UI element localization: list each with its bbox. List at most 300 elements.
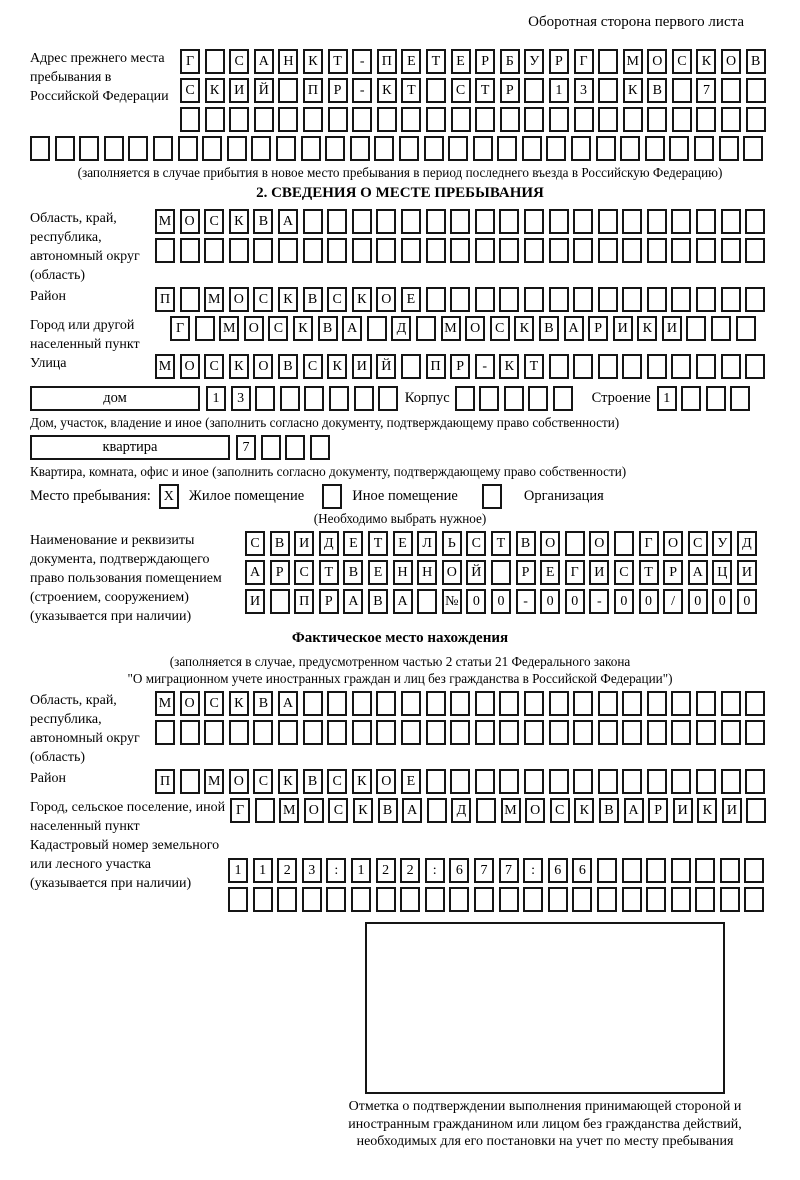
char-cell[interactable] (721, 287, 741, 312)
char-cell[interactable] (745, 287, 765, 312)
char-cell[interactable]: Б (500, 49, 520, 74)
char-cell[interactable]: Н (417, 560, 437, 585)
char-cell[interactable]: В (368, 589, 388, 614)
char-cell[interactable] (476, 798, 496, 823)
char-cell[interactable] (744, 887, 764, 912)
char-cell[interactable] (646, 887, 666, 912)
char-cell[interactable] (499, 238, 519, 263)
char-cell[interactable] (596, 136, 616, 161)
char-cell[interactable] (622, 769, 642, 794)
char-cell[interactable]: К (229, 354, 249, 379)
char-cell[interactable] (573, 769, 593, 794)
char-cell[interactable] (524, 107, 544, 132)
char-cell[interactable] (721, 720, 741, 745)
char-cell[interactable]: О (180, 691, 200, 716)
char-cell[interactable] (228, 887, 248, 912)
char-cell[interactable]: А (564, 316, 584, 341)
char-cell[interactable] (426, 691, 446, 716)
char-cell[interactable]: 3 (231, 386, 251, 411)
char-cell[interactable]: 0 (540, 589, 560, 614)
char-cell[interactable]: Е (401, 769, 421, 794)
char-cell[interactable] (598, 238, 618, 263)
char-cell[interactable]: Н (393, 560, 413, 585)
char-cell[interactable] (524, 720, 544, 745)
char-cell[interactable]: К (327, 354, 347, 379)
char-cell[interactable]: И (722, 798, 742, 823)
char-cell[interactable] (303, 720, 323, 745)
char-cell[interactable] (227, 136, 247, 161)
char-cell[interactable]: С (253, 769, 273, 794)
char-cell[interactable] (153, 136, 173, 161)
char-cell[interactable]: П (377, 49, 397, 74)
char-cell[interactable] (598, 49, 618, 74)
char-cell[interactable]: А (245, 560, 265, 585)
char-cell[interactable] (686, 316, 706, 341)
char-cell[interactable] (721, 209, 741, 234)
char-cell[interactable]: С (253, 287, 273, 312)
char-cell[interactable] (327, 720, 347, 745)
char-cell[interactable] (229, 238, 249, 263)
char-cell[interactable]: Й (466, 560, 486, 585)
char-cell[interactable] (204, 720, 224, 745)
char-cell[interactable]: Т (524, 354, 544, 379)
char-cell[interactable] (598, 769, 618, 794)
char-cell[interactable] (310, 435, 330, 460)
char-cell[interactable]: Е (343, 531, 363, 556)
char-cell[interactable]: У (712, 531, 732, 556)
char-cell[interactable]: С (490, 316, 510, 341)
char-cell[interactable] (426, 238, 446, 263)
char-cell[interactable] (278, 107, 298, 132)
char-cell[interactable]: О (304, 798, 324, 823)
char-cell[interactable] (573, 354, 593, 379)
char-cell[interactable]: В (278, 354, 298, 379)
char-cell[interactable]: 0 (639, 589, 659, 614)
char-cell[interactable]: С (268, 316, 288, 341)
char-cell[interactable] (647, 107, 667, 132)
char-cell[interactable]: 7 (499, 858, 519, 883)
char-cell[interactable]: С (672, 49, 692, 74)
char-cell[interactable]: 1 (351, 858, 371, 883)
char-cell[interactable] (427, 798, 447, 823)
char-cell[interactable] (425, 887, 445, 912)
char-cell[interactable] (475, 691, 495, 716)
char-cell[interactable] (721, 107, 741, 132)
char-cell[interactable]: П (155, 769, 175, 794)
char-cell[interactable]: Д (737, 531, 757, 556)
char-cell[interactable]: В (303, 287, 323, 312)
char-cell[interactable] (376, 209, 396, 234)
char-cell[interactable] (426, 209, 446, 234)
char-cell[interactable]: О (540, 531, 560, 556)
char-cell[interactable]: 7 (474, 858, 494, 883)
char-cell[interactable]: К (205, 78, 225, 103)
char-cell[interactable] (720, 858, 740, 883)
char-cell[interactable] (302, 887, 322, 912)
char-cell[interactable] (706, 386, 726, 411)
char-cell[interactable]: Р (475, 49, 495, 74)
char-cell[interactable] (597, 887, 617, 912)
char-cell[interactable]: О (663, 531, 683, 556)
char-cell[interactable]: С (204, 209, 224, 234)
char-cell[interactable] (399, 136, 419, 161)
char-cell[interactable]: О (442, 560, 462, 585)
char-cell[interactable] (645, 136, 665, 161)
char-cell[interactable] (736, 316, 756, 341)
char-cell[interactable] (104, 136, 124, 161)
char-cell[interactable]: П (155, 287, 175, 312)
char-cell[interactable]: О (244, 316, 264, 341)
char-cell[interactable] (565, 531, 585, 556)
char-cell[interactable] (450, 769, 470, 794)
char-cell[interactable]: : (425, 858, 445, 883)
char-cell[interactable] (746, 107, 766, 132)
char-cell[interactable]: 3 (574, 78, 594, 103)
char-cell[interactable] (276, 136, 296, 161)
char-cell[interactable]: В (647, 78, 667, 103)
char-cell[interactable]: К (574, 798, 594, 823)
char-cell[interactable] (285, 435, 305, 460)
char-cell[interactable]: С (466, 531, 486, 556)
char-cell[interactable] (455, 386, 475, 411)
char-cell[interactable]: К (696, 49, 716, 74)
char-cell[interactable]: Е (401, 287, 421, 312)
char-cell[interactable] (622, 720, 642, 745)
char-cell[interactable] (553, 386, 573, 411)
char-cell[interactable]: 6 (548, 858, 568, 883)
char-cell[interactable] (327, 209, 347, 234)
char-cell[interactable] (229, 107, 249, 132)
char-cell[interactable]: Т (368, 531, 388, 556)
char-cell[interactable] (30, 136, 50, 161)
char-cell[interactable]: С (204, 691, 224, 716)
char-cell[interactable]: П (303, 78, 323, 103)
char-cell[interactable]: И (613, 316, 633, 341)
char-cell[interactable] (350, 136, 370, 161)
char-cell[interactable] (376, 238, 396, 263)
char-cell[interactable]: К (278, 287, 298, 312)
char-cell[interactable]: : (523, 858, 543, 883)
char-cell[interactable] (696, 769, 716, 794)
char-cell[interactable]: К (697, 798, 717, 823)
char-cell[interactable]: Р (516, 560, 536, 585)
char-cell[interactable] (303, 209, 323, 234)
char-cell[interactable]: Р (500, 78, 520, 103)
char-cell[interactable] (475, 720, 495, 745)
char-cell[interactable] (354, 386, 374, 411)
char-cell[interactable] (743, 136, 763, 161)
char-cell[interactable] (622, 354, 642, 379)
char-cell[interactable]: В (318, 316, 338, 341)
char-cell[interactable] (261, 435, 281, 460)
char-cell[interactable] (280, 386, 300, 411)
char-cell[interactable]: С (245, 531, 265, 556)
char-cell[interactable]: Р (450, 354, 470, 379)
char-cell[interactable] (475, 107, 495, 132)
char-cell[interactable] (549, 238, 569, 263)
char-cell[interactable] (278, 78, 298, 103)
char-cell[interactable] (620, 136, 640, 161)
char-cell[interactable]: Г (230, 798, 250, 823)
char-cell[interactable] (426, 720, 446, 745)
char-cell[interactable] (528, 386, 548, 411)
char-cell[interactable]: Е (451, 49, 471, 74)
char-cell[interactable]: 7 (236, 435, 256, 460)
char-cell[interactable] (598, 354, 618, 379)
char-cell[interactable]: С (614, 560, 634, 585)
char-cell[interactable] (377, 107, 397, 132)
char-cell[interactable]: С (229, 49, 249, 74)
char-cell[interactable]: Т (426, 49, 446, 74)
char-cell[interactable] (499, 209, 519, 234)
char-cell[interactable]: 1 (253, 858, 273, 883)
char-cell[interactable] (55, 136, 75, 161)
char-cell[interactable]: У (524, 49, 544, 74)
char-cell[interactable] (417, 589, 437, 614)
char-cell[interactable] (623, 107, 643, 132)
char-cell[interactable]: С (327, 287, 347, 312)
char-cell[interactable] (622, 287, 642, 312)
char-cell[interactable] (278, 238, 298, 263)
char-cell[interactable] (696, 238, 716, 263)
char-cell[interactable]: : (326, 858, 346, 883)
char-cell[interactable]: 0 (712, 589, 732, 614)
char-cell[interactable]: П (294, 589, 314, 614)
char-cell[interactable] (745, 238, 765, 263)
char-cell[interactable] (277, 887, 297, 912)
char-cell[interactable] (304, 386, 324, 411)
char-cell[interactable] (352, 238, 372, 263)
char-cell[interactable] (681, 386, 701, 411)
char-cell[interactable] (696, 354, 716, 379)
char-cell[interactable] (671, 209, 691, 234)
char-cell[interactable]: Р (319, 589, 339, 614)
char-cell[interactable]: К (514, 316, 534, 341)
char-cell[interactable] (646, 858, 666, 883)
char-cell[interactable]: О (229, 287, 249, 312)
char-cell[interactable]: Л (417, 531, 437, 556)
char-cell[interactable] (730, 386, 750, 411)
char-cell[interactable] (672, 107, 692, 132)
char-cell[interactable] (450, 209, 470, 234)
char-cell[interactable] (671, 887, 691, 912)
char-cell[interactable]: В (253, 209, 273, 234)
char-cell[interactable] (671, 720, 691, 745)
char-cell[interactable]: 0 (614, 589, 634, 614)
char-cell[interactable] (598, 691, 618, 716)
char-cell[interactable] (622, 858, 642, 883)
char-cell[interactable] (746, 798, 766, 823)
char-cell[interactable] (573, 287, 593, 312)
char-cell[interactable] (450, 720, 470, 745)
char-cell[interactable]: С (327, 769, 347, 794)
char-cell[interactable] (195, 316, 215, 341)
char-cell[interactable]: И (662, 316, 682, 341)
char-cell[interactable]: С (180, 78, 200, 103)
char-cell[interactable] (475, 769, 495, 794)
checkbox-residential[interactable]: X (159, 484, 179, 509)
char-cell[interactable]: 2 (376, 858, 396, 883)
char-cell[interactable] (475, 287, 495, 312)
char-cell[interactable] (499, 287, 519, 312)
char-cell[interactable] (303, 691, 323, 716)
char-cell[interactable] (255, 798, 275, 823)
char-cell[interactable] (671, 691, 691, 716)
char-cell[interactable] (475, 209, 495, 234)
char-cell[interactable] (549, 769, 569, 794)
char-cell[interactable]: С (550, 798, 570, 823)
char-cell[interactable] (745, 354, 765, 379)
char-cell[interactable] (524, 209, 544, 234)
char-cell[interactable] (254, 107, 274, 132)
char-cell[interactable] (180, 287, 200, 312)
char-cell[interactable] (745, 209, 765, 234)
char-cell[interactable] (549, 209, 569, 234)
char-cell[interactable]: - (516, 589, 536, 614)
char-cell[interactable] (598, 107, 618, 132)
char-cell[interactable]: И (352, 354, 372, 379)
char-cell[interactable] (352, 209, 372, 234)
char-cell[interactable]: Е (368, 560, 388, 585)
char-cell[interactable] (255, 386, 275, 411)
char-cell[interactable]: 1 (657, 386, 677, 411)
char-cell[interactable] (647, 720, 667, 745)
char-cell[interactable] (549, 354, 569, 379)
char-cell[interactable]: А (624, 798, 644, 823)
char-cell[interactable] (401, 209, 421, 234)
char-cell[interactable] (491, 560, 511, 585)
char-cell[interactable] (546, 136, 566, 161)
char-cell[interactable]: К (352, 287, 372, 312)
char-cell[interactable] (719, 136, 739, 161)
char-cell[interactable] (327, 691, 347, 716)
char-cell[interactable]: М (501, 798, 521, 823)
char-cell[interactable] (352, 691, 372, 716)
char-cell[interactable] (473, 136, 493, 161)
char-cell[interactable] (744, 858, 764, 883)
char-cell[interactable] (573, 720, 593, 745)
char-cell[interactable]: 6 (449, 858, 469, 883)
char-cell[interactable]: Д (319, 531, 339, 556)
char-cell[interactable]: В (599, 798, 619, 823)
char-cell[interactable] (424, 136, 444, 161)
char-cell[interactable] (128, 136, 148, 161)
char-cell[interactable] (696, 107, 716, 132)
char-cell[interactable]: Т (491, 531, 511, 556)
char-cell[interactable]: К (499, 354, 519, 379)
char-cell[interactable] (696, 720, 716, 745)
char-cell[interactable]: Й (254, 78, 274, 103)
char-cell[interactable]: М (623, 49, 643, 74)
char-cell[interactable]: С (303, 354, 323, 379)
char-cell[interactable]: А (278, 691, 298, 716)
char-cell[interactable]: Е (540, 560, 560, 585)
char-cell[interactable]: С (451, 78, 471, 103)
char-cell[interactable]: В (539, 316, 559, 341)
char-cell[interactable] (329, 386, 349, 411)
char-cell[interactable]: К (229, 691, 249, 716)
char-cell[interactable]: 1 (206, 386, 226, 411)
char-cell[interactable]: - (475, 354, 495, 379)
char-cell[interactable] (647, 238, 667, 263)
char-cell[interactable]: 2 (400, 858, 420, 883)
char-cell[interactable] (426, 78, 446, 103)
char-cell[interactable] (352, 107, 372, 132)
char-cell[interactable]: О (465, 316, 485, 341)
char-cell[interactable]: С (328, 798, 348, 823)
char-cell[interactable] (571, 136, 591, 161)
char-cell[interactable] (721, 769, 741, 794)
char-cell[interactable]: Р (588, 316, 608, 341)
char-cell[interactable] (499, 720, 519, 745)
char-cell[interactable] (622, 691, 642, 716)
char-cell[interactable] (671, 858, 691, 883)
char-cell[interactable]: 0 (491, 589, 511, 614)
char-cell[interactable]: Е (401, 49, 421, 74)
char-cell[interactable] (374, 136, 394, 161)
char-cell[interactable]: Т (639, 560, 659, 585)
char-cell[interactable] (426, 769, 446, 794)
char-cell[interactable] (500, 107, 520, 132)
char-cell[interactable] (721, 354, 741, 379)
char-cell[interactable] (524, 287, 544, 312)
char-cell[interactable] (711, 316, 731, 341)
char-cell[interactable] (450, 238, 470, 263)
char-cell[interactable]: Е (393, 531, 413, 556)
char-cell[interactable] (474, 887, 494, 912)
char-cell[interactable]: К (229, 209, 249, 234)
char-cell[interactable] (376, 720, 396, 745)
char-cell[interactable] (598, 720, 618, 745)
char-cell[interactable] (278, 720, 298, 745)
char-cell[interactable]: Г (565, 560, 585, 585)
char-cell[interactable] (745, 691, 765, 716)
char-cell[interactable]: М (155, 691, 175, 716)
char-cell[interactable] (696, 691, 716, 716)
char-cell[interactable]: 1 (549, 78, 569, 103)
char-cell[interactable]: М (204, 769, 224, 794)
char-cell[interactable] (376, 691, 396, 716)
char-cell[interactable] (721, 691, 741, 716)
char-cell[interactable]: А (402, 798, 422, 823)
char-cell[interactable]: 0 (688, 589, 708, 614)
char-cell[interactable] (180, 238, 200, 263)
char-cell[interactable] (671, 354, 691, 379)
char-cell[interactable] (694, 136, 714, 161)
char-cell[interactable]: С (294, 560, 314, 585)
char-cell[interactable]: № (442, 589, 462, 614)
char-cell[interactable] (180, 720, 200, 745)
char-cell[interactable] (746, 78, 766, 103)
char-cell[interactable] (671, 769, 691, 794)
char-cell[interactable] (155, 720, 175, 745)
char-cell[interactable]: Ц (712, 560, 732, 585)
char-cell[interactable] (301, 136, 321, 161)
char-cell[interactable] (647, 287, 667, 312)
char-cell[interactable] (598, 209, 618, 234)
char-cell[interactable]: О (589, 531, 609, 556)
char-cell[interactable]: Г (639, 531, 659, 556)
char-cell[interactable] (695, 887, 715, 912)
char-cell[interactable] (253, 238, 273, 263)
char-cell[interactable] (155, 238, 175, 263)
char-cell[interactable] (328, 107, 348, 132)
char-cell[interactable]: 6 (572, 858, 592, 883)
char-cell[interactable] (696, 287, 716, 312)
char-cell[interactable] (326, 887, 346, 912)
char-cell[interactable] (251, 136, 271, 161)
char-cell[interactable]: А (278, 209, 298, 234)
